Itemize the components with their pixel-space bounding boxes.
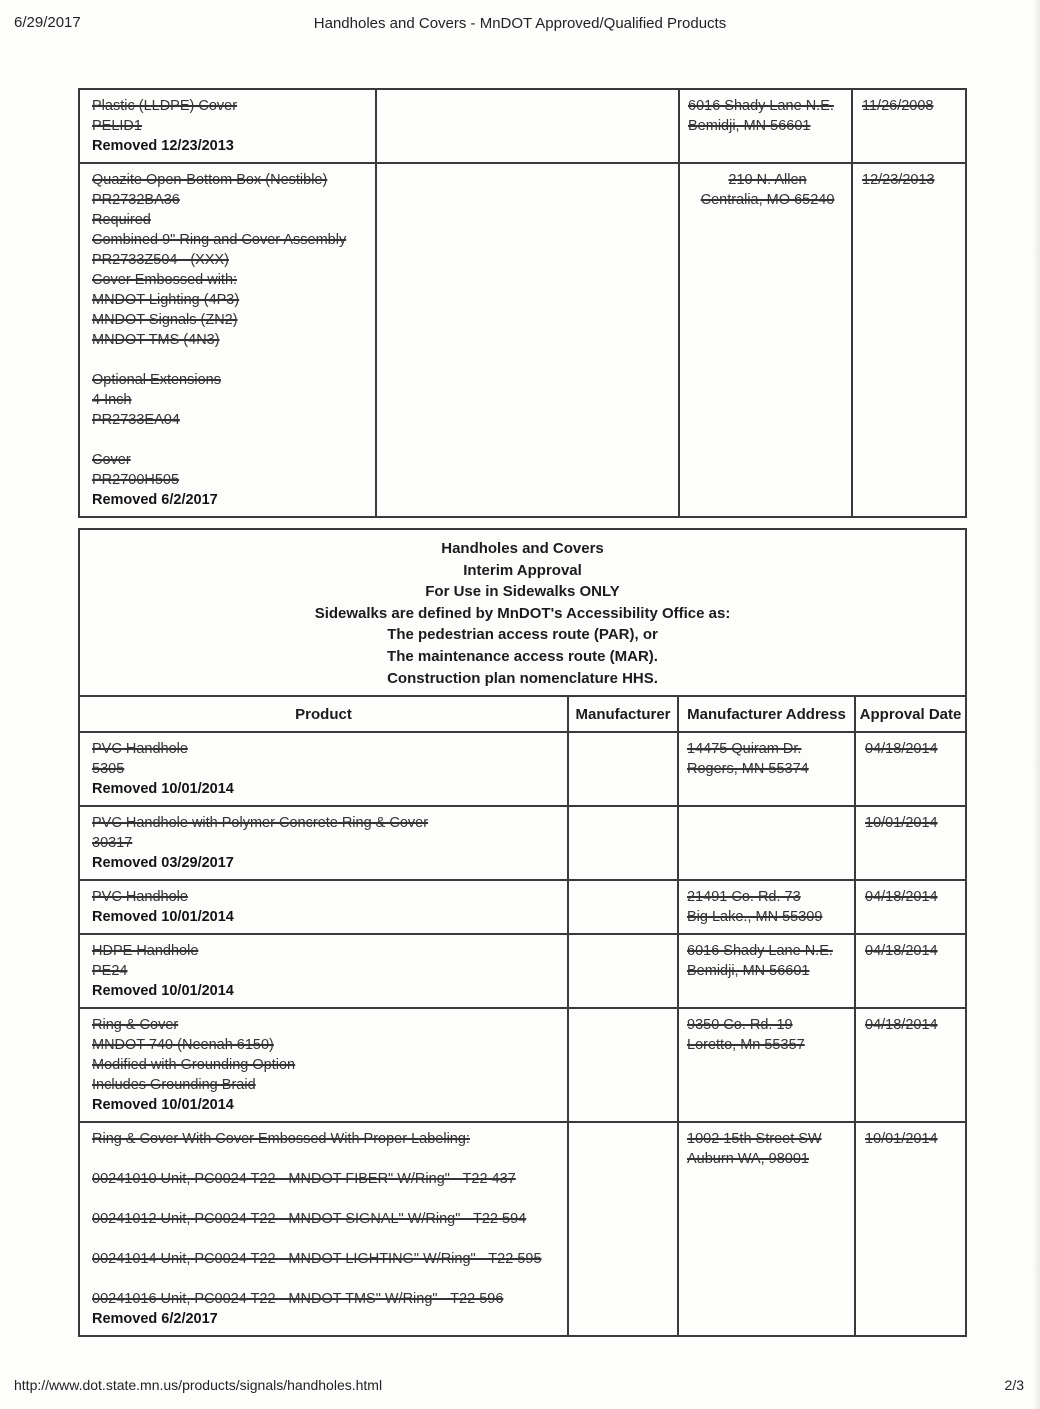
manufacturer-cell — [376, 89, 679, 163]
product-line: 4 Inch — [92, 392, 132, 408]
approval-date: 11/26/2008 — [862, 98, 934, 114]
product-line: Quazite Open-Bottom Box (Nestible) — [92, 172, 328, 188]
product-line — [92, 1229, 559, 1249]
approval-date: 12/23/2013 — [862, 172, 935, 188]
product-line: 30317 — [92, 835, 133, 852]
interim-table-header-row — [79, 696, 966, 732]
product-cell — [79, 163, 376, 517]
product-line: PR2733EA04 — [92, 412, 180, 428]
product-line: Removed 10/01/2014 — [92, 781, 234, 798]
product-line: HDPE Handhole — [92, 943, 199, 960]
column-header-manufacturer-address: Manufacturer Address — [678, 696, 855, 732]
product-line: 00241010 Unit, PC0024 T22 - MNDOT FIBER" W/Ring" - T22 437 — [92, 1171, 516, 1188]
product-line: Cover Embossed with: — [92, 272, 238, 288]
approval-date: 04/18/2014 — [865, 943, 938, 960]
product-line: PELID1 — [92, 118, 142, 134]
product-line: PVC Handhole with Polymer Concrete Ring & Cover — [92, 815, 429, 832]
product-cell — [79, 806, 568, 880]
product-line: Ring & Cover With Cover Embossed With Proper Labeling: — [92, 1131, 470, 1148]
interim-table-title-block — [79, 529, 966, 696]
product-line: Removed 03/29/2017 — [92, 855, 234, 872]
manufacturer-cell — [568, 880, 678, 934]
product-line: MNDOT Signals (ZN2) — [92, 312, 238, 328]
interim-title-line: Sidewalks are defined by MnDOT's Accessibility Office as: — [314, 604, 731, 622]
address-cell — [678, 806, 855, 880]
interim-title-line: The pedestrian access route (PAR), or — [387, 626, 658, 644]
interim-title-line: The maintenance access route (MAR). — [387, 647, 658, 665]
address-line: 14475 Quiram Dr. — [687, 741, 802, 758]
product-line: Removed 10/01/2014 — [92, 909, 234, 926]
approval-date-cell — [855, 732, 966, 806]
address-line: Auburn WA, 98001 — [687, 1151, 809, 1168]
product-line: Plastic (LLDPE) Cover — [92, 98, 238, 114]
manufacturer-cell — [568, 732, 678, 806]
product-line: 00241016 Unit, PC0024 T22 - MNDOT TMS" W/Ring" - T22 596 — [92, 1291, 504, 1308]
product-line: PR2732BA36 — [92, 192, 180, 208]
product-cell — [79, 934, 568, 1008]
product-line: Optional Extensions — [92, 372, 221, 388]
manufacturer-cell — [568, 1008, 678, 1122]
approval-date: 04/18/2014 — [865, 1017, 938, 1034]
product-cell — [79, 732, 568, 806]
product-line: Cover — [92, 452, 131, 468]
address-line: Centralia, MO 65240 — [700, 192, 835, 208]
approval-date-cell — [855, 934, 966, 1008]
product-line: Removed 6/2/2017 — [92, 1311, 218, 1328]
product-line — [92, 350, 367, 370]
manufacturer-cell — [568, 934, 678, 1008]
interim-table-row — [79, 1122, 966, 1336]
address-line: 9350 Co. Rd. 19 — [687, 1017, 793, 1034]
footer-source-url: http://www.dot.state.mn.us/products/signals/handholes.html — [14, 1377, 383, 1393]
approval-date: 04/18/2014 — [865, 741, 938, 758]
address-line: 6016 Shady Lane N.E. — [688, 98, 834, 114]
interim-title-line: Interim Approval — [463, 561, 582, 579]
product-line — [92, 430, 367, 450]
page-header-title: Handholes and Covers - MnDOT Approved/Qualified Products — [313, 15, 727, 32]
column-header-product: Product — [79, 696, 568, 732]
address-line: Big Lake., MN 55309 — [687, 909, 823, 926]
approval-date-cell — [852, 163, 966, 517]
product-line: 00241012 Unit, PC0024 T22 - MNDOT SIGNAL" W/Ring" - T22 594 — [92, 1211, 527, 1228]
approval-date-cell — [855, 880, 966, 934]
column-header-approval-date: Approval Date — [855, 696, 966, 732]
interim-title-line: Handholes and Covers — [441, 540, 604, 557]
interim-table-row — [79, 806, 966, 880]
product-line: PVC Handhole — [92, 889, 188, 906]
product-line: Removed 10/01/2014 — [92, 1097, 234, 1114]
address-cell — [678, 1122, 855, 1336]
address-cell — [678, 732, 855, 806]
interim-title-line: Construction plan nomenclature HHS. — [387, 669, 658, 687]
product-line: MNDOT TMS (4N3) — [92, 332, 220, 348]
product-line: Includes Grounding Braid — [92, 1077, 256, 1094]
product-line — [92, 1269, 559, 1289]
product-line: Combined 9" Ring and Cover Assembly — [92, 232, 347, 248]
continuation-table-row — [79, 89, 966, 163]
address-line: Rogers, MN 55374 — [687, 761, 809, 778]
product-line: 00241014 Unit, PC0024 T22 - MNDOT LIGHTING" W/Ring" - T22 595 — [92, 1251, 542, 1268]
approval-date-cell — [855, 1008, 966, 1122]
interim-table-row — [79, 1008, 966, 1122]
address-line: 1002 15th Street SW — [687, 1131, 822, 1148]
product-line: Removed 6/2/2017 — [92, 492, 218, 508]
product-line: PVC Handhole — [92, 741, 188, 758]
interim-table-row — [79, 934, 966, 1008]
address-cell — [678, 880, 855, 934]
interim-table-title-row — [79, 529, 966, 696]
product-cell — [79, 89, 376, 163]
approval-date-cell — [852, 89, 966, 163]
product-line: 5305 — [92, 761, 125, 778]
address-line: 210 N. Allen — [728, 172, 807, 188]
approval-date: 04/18/2014 — [865, 889, 938, 906]
continuation-table-row — [79, 163, 966, 517]
manufacturer-cell — [376, 163, 679, 517]
product-line: PR2700H505 — [92, 472, 180, 488]
address-line: Bemidji, MN 56601 — [688, 118, 811, 134]
product-line — [92, 1149, 559, 1169]
address-line: 21491 Co. Rd. 73 — [687, 889, 801, 906]
interim-table-row — [79, 732, 966, 806]
manufacturer-cell — [568, 1122, 678, 1336]
product-line — [92, 1189, 559, 1209]
product-cell — [79, 1008, 568, 1122]
product-line: Required — [92, 212, 151, 228]
address-line: Loretto, Mn 55357 — [687, 1037, 805, 1054]
page-header-date: 6/29/2017 — [14, 14, 81, 31]
product-line: PR2733Z504 - (XXX) — [92, 252, 230, 268]
product-cell — [79, 1122, 568, 1336]
product-line: MNDOT Lighting (4P3) — [92, 292, 240, 308]
product-line: PE24 — [92, 963, 128, 980]
interim-title-line: For Use in Sidewalks ONLY — [425, 583, 620, 601]
interim-table-row — [79, 880, 966, 934]
approval-date: 10/01/2014 — [865, 1131, 938, 1148]
footer-page-number: 2/3 — [1004, 1377, 1024, 1393]
product-line: Removed 10/01/2014 — [92, 983, 234, 1000]
address-cell — [679, 163, 852, 517]
approval-date-cell — [855, 806, 966, 880]
continuation-products-table — [78, 88, 967, 518]
interim-approval-table — [78, 528, 967, 1337]
address-cell — [679, 89, 852, 163]
address-line: Bemidji, MN 56601 — [687, 963, 810, 980]
manufacturer-cell — [568, 806, 678, 880]
approval-date: 10/01/2014 — [865, 815, 938, 832]
product-line: Removed 12/23/2013 — [92, 138, 234, 154]
column-header-manufacturer: Manufacturer — [568, 696, 678, 732]
address-cell — [678, 934, 855, 1008]
product-line: MNDOT 740 (Neenah 6150) — [92, 1037, 274, 1054]
product-cell — [79, 880, 568, 934]
product-line: Modified with Grounding Option — [92, 1057, 296, 1074]
address-line: 6016 Shady Lane N.E. — [687, 943, 833, 960]
approval-date-cell — [855, 1122, 966, 1336]
address-cell — [678, 1008, 855, 1122]
product-line: Ring & Cover — [92, 1017, 179, 1034]
